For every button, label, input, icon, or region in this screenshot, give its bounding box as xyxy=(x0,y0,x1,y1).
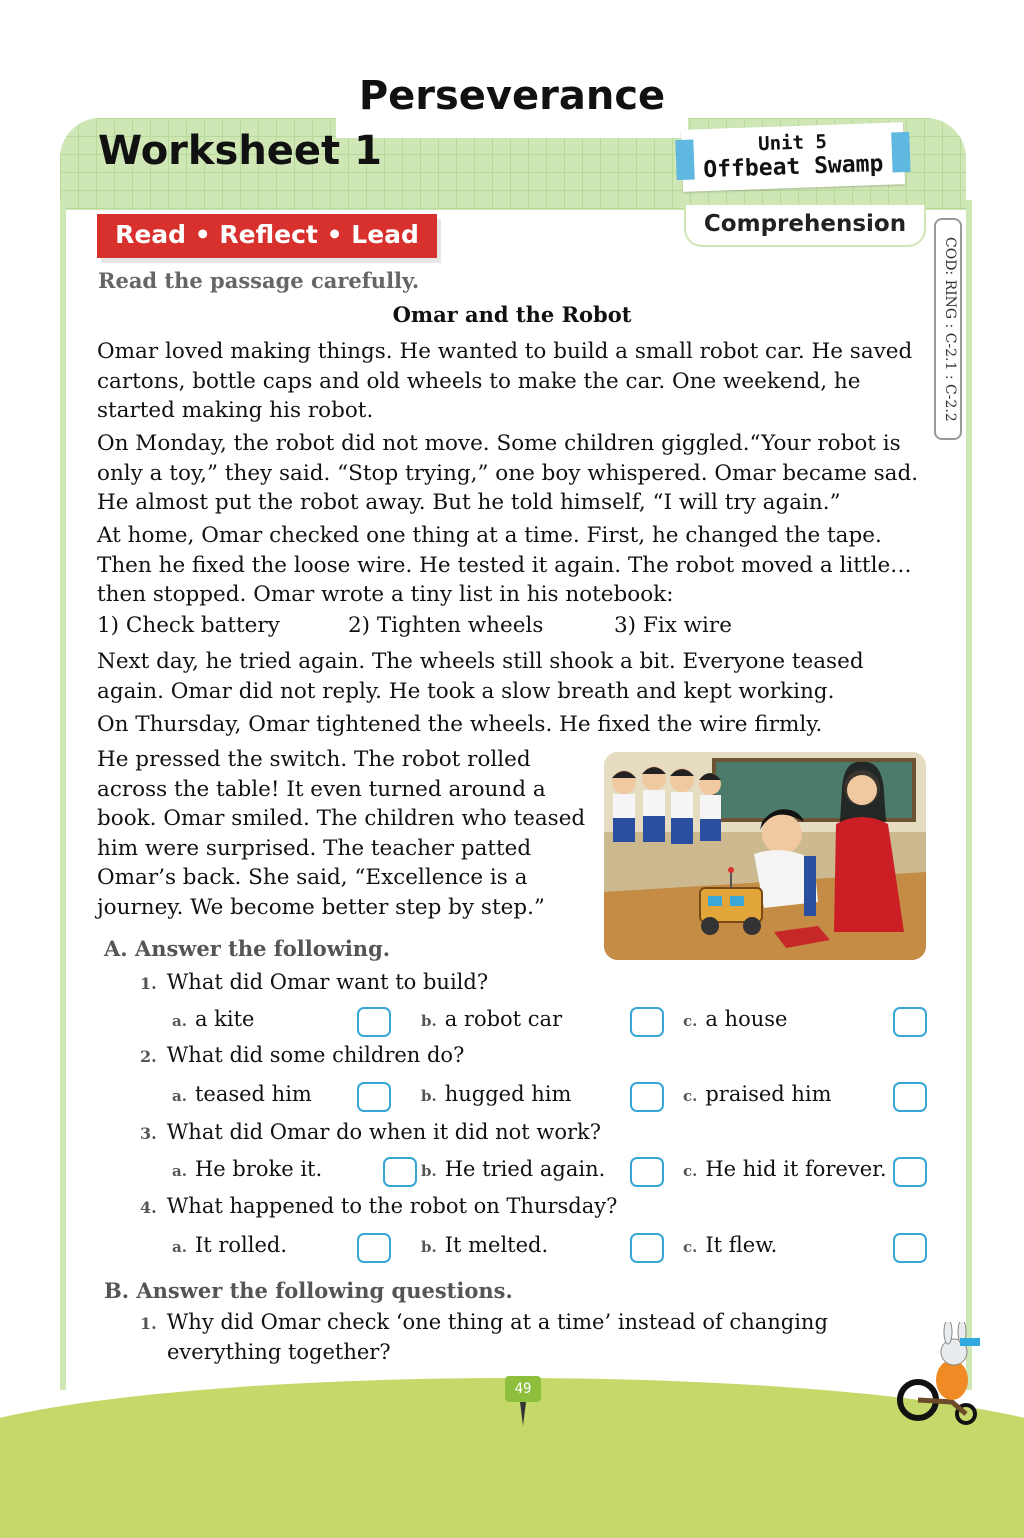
answer-checkbox[interactable] xyxy=(893,1233,927,1263)
option-letter: a. xyxy=(172,1238,187,1256)
option-letter: c. xyxy=(683,1087,698,1105)
answer-checkbox[interactable] xyxy=(893,1157,927,1187)
answer-checkbox[interactable] xyxy=(630,1233,664,1263)
option-letter: b. xyxy=(421,1012,437,1030)
answer-checkbox[interactable] xyxy=(893,1007,927,1037)
option-text: He broke it. xyxy=(194,1157,323,1181)
question-text: What did Omar want to build? xyxy=(166,970,489,994)
list-item: 1) Check battery xyxy=(97,613,280,638)
question-number: 2. xyxy=(140,1047,157,1066)
option-c xyxy=(683,1157,887,1181)
unit-label: Unit 5 xyxy=(757,130,828,156)
option-letter: a. xyxy=(172,1162,187,1180)
question-3 xyxy=(140,1120,601,1144)
answer-checkbox[interactable] xyxy=(383,1157,417,1187)
question-2 xyxy=(140,1043,464,1067)
option-text: He tried again. xyxy=(444,1157,606,1181)
option-a xyxy=(172,1082,312,1106)
worksheet-title: Worksheet 1 xyxy=(98,128,382,174)
answer-checkbox[interactable] xyxy=(357,1007,391,1037)
passage-paragraph-4: Next day, he tried again. The wheels still shook a bit. Everyone teased again. Omar did not reply. He took a slow breath and kept working. xyxy=(97,649,864,704)
option-text: praised him xyxy=(705,1082,832,1106)
unit-card xyxy=(681,122,905,192)
section-a-heading: A. Answer the following. xyxy=(104,936,391,961)
section-b-heading: B. Answer the following questions. xyxy=(104,1278,513,1303)
option-letter: a. xyxy=(172,1087,187,1105)
option-letter: b. xyxy=(421,1087,437,1105)
unit-name: Offbeat Swamp xyxy=(702,150,884,184)
option-letter: a. xyxy=(172,1012,187,1030)
option-text: teased him xyxy=(194,1082,312,1106)
option-a xyxy=(172,1157,322,1181)
instruction: Read the passage carefully. xyxy=(98,268,420,293)
passage-paragraph-1: Omar loved making things. He wanted to build a small robot car. He saved cartons, bottle caps and old wheels to make the car. One weekend, he started making his robot. xyxy=(97,339,913,423)
option-b xyxy=(421,1157,605,1181)
passage-title: Omar and the Robot xyxy=(392,302,632,327)
question-number: 4. xyxy=(140,1198,157,1217)
answer-checkbox[interactable] xyxy=(893,1082,927,1112)
passage-paragraph-6: He pressed the switch. The robot rolled across the table! It even turned around a book. Omar smiled. The children who teased him were surprised. The teacher patted Omar’s back. She said, “Excellence is a journey. We become better step by step.” xyxy=(97,747,586,920)
option-letter: b. xyxy=(421,1162,437,1180)
page-pin-icon xyxy=(520,1402,526,1426)
question-4 xyxy=(140,1194,617,1218)
option-text: It rolled. xyxy=(194,1233,288,1257)
passage-paragraph-2: On Monday, the robot did not move. Some children giggled.“Your robot is only a toy,” they said. “Stop trying,” one boy whispered. Omar became sad. He almost put the robot away. But he told himself, “I will try again.” xyxy=(97,431,919,515)
question-text: What happened to the robot on Thursday? xyxy=(166,1194,618,1218)
theme-title: Perseverance xyxy=(336,60,688,138)
bunny-cyclist-icon xyxy=(896,1322,986,1426)
list-item: 2) Tighten wheels xyxy=(348,613,544,638)
question-text: Why did Omar check ‘one thing at a time’ instead of changing xyxy=(166,1310,828,1334)
option-b xyxy=(421,1233,548,1257)
tape-left xyxy=(675,139,694,180)
option-b xyxy=(421,1082,571,1106)
question-number: 3. xyxy=(140,1124,157,1143)
option-text: It flew. xyxy=(705,1233,778,1257)
question-number: 1. xyxy=(140,1314,157,1333)
answer-checkbox[interactable] xyxy=(630,1007,664,1037)
passage-paragraph-3: At home, Omar checked one thing at a time. First, he changed the tape. Then he fixed the loose wire. He tested it again. The robot moved a little… then stopped. Omar wrote a tiny list in his notebook: xyxy=(97,523,912,607)
option-text: a house xyxy=(705,1007,788,1031)
page-number: 49 xyxy=(505,1376,541,1402)
option-c xyxy=(683,1082,832,1106)
option-text: a kite xyxy=(194,1007,255,1031)
option-b xyxy=(421,1007,562,1031)
tape-right xyxy=(891,132,910,173)
option-text: It melted. xyxy=(444,1233,549,1257)
footer-hill xyxy=(0,1378,1024,1538)
answer-checkbox[interactable] xyxy=(630,1157,664,1187)
option-a xyxy=(172,1007,254,1031)
question-text: What did Omar do when it did not work? xyxy=(166,1120,602,1144)
question-b-1-continued: everything together? xyxy=(167,1340,391,1364)
comprehension-tag: Comprehension xyxy=(684,205,926,247)
answer-checkbox[interactable] xyxy=(630,1082,664,1112)
read-reflect-lead-banner: Read • Reflect • Lead xyxy=(97,214,437,258)
classroom-robot-illustration xyxy=(604,752,926,960)
option-a xyxy=(172,1233,287,1257)
option-c xyxy=(683,1233,777,1257)
question-number: 1. xyxy=(140,974,157,993)
option-letter: b. xyxy=(421,1238,437,1256)
option-letter: c. xyxy=(683,1238,698,1256)
option-letter: c. xyxy=(683,1162,698,1180)
option-c xyxy=(683,1007,787,1031)
list-item: 3) Fix wire xyxy=(614,613,732,638)
answer-checkbox[interactable] xyxy=(357,1233,391,1263)
question-b-1 xyxy=(140,1310,828,1334)
curriculum-side-tag: COD: RING : C-2.1 : C-2.2 xyxy=(934,218,962,440)
question-1 xyxy=(140,970,488,994)
option-text: He hid it forever. xyxy=(705,1157,887,1181)
passage-paragraph-5: On Thursday, Omar tightened the wheels. He fixed the wire firmly. xyxy=(97,712,823,737)
question-text: What did some children do? xyxy=(166,1043,465,1067)
option-text: a robot car xyxy=(444,1007,563,1031)
option-text: hugged him xyxy=(444,1082,572,1106)
option-letter: c. xyxy=(683,1012,698,1030)
answer-checkbox[interactable] xyxy=(357,1082,391,1112)
